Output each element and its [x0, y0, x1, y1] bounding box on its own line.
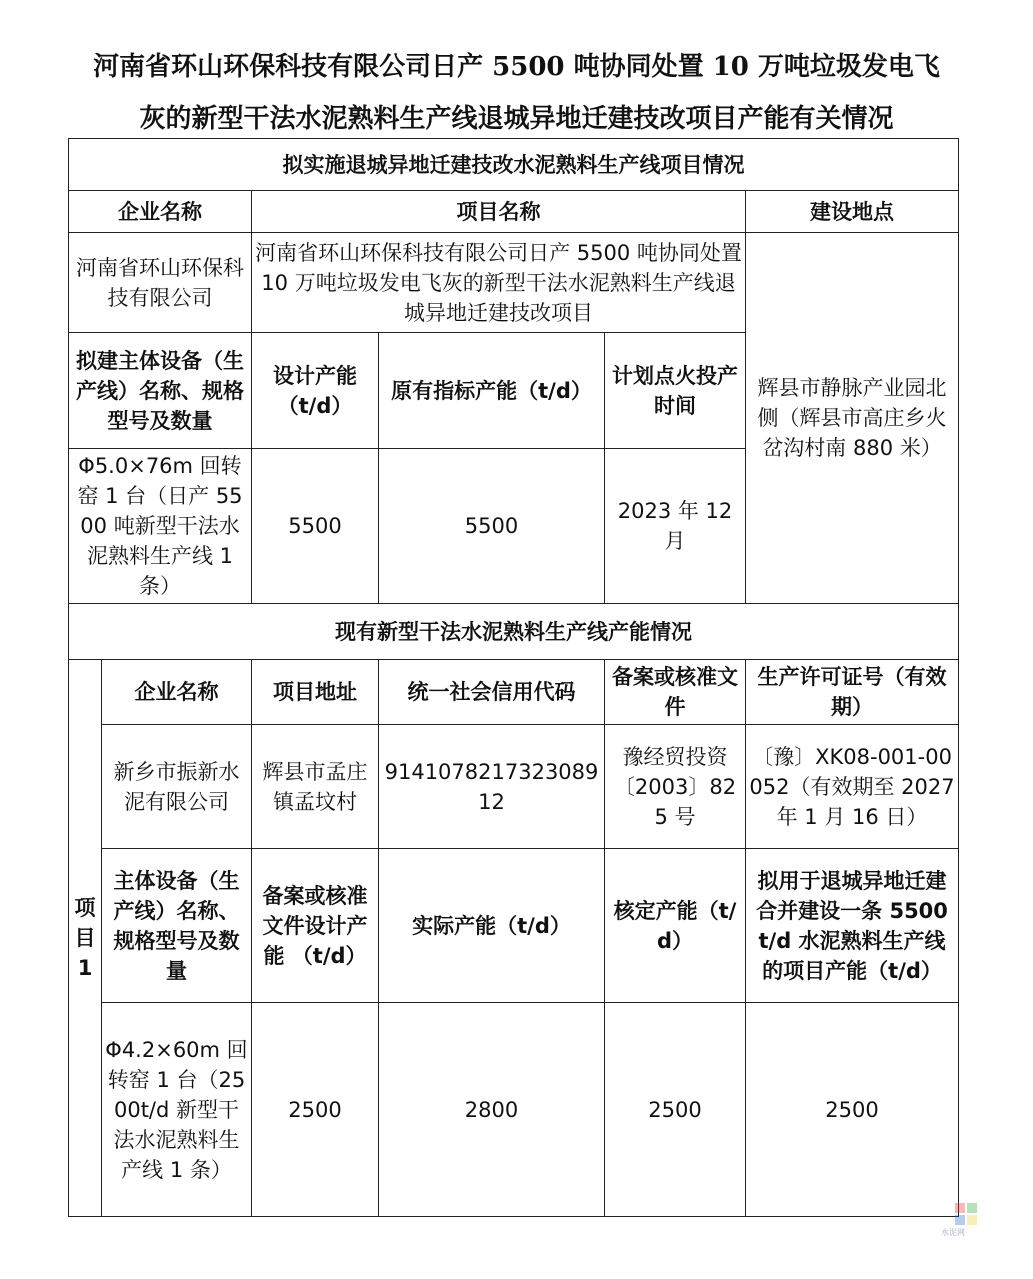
- cell-credit-code: 914107821732308912: [379, 725, 605, 849]
- header-credit-code: 统一社会信用代码: [379, 660, 605, 725]
- header-company-name: 企业名称: [69, 191, 252, 233]
- header-project-name: 项目名称: [252, 191, 746, 233]
- watermark-square: [967, 1203, 977, 1213]
- row-label-project1: 项目1: [69, 660, 102, 1217]
- cell-ignition-time: 2023 年 12 月: [605, 449, 746, 604]
- cell-existing-equipment: Φ4.2×60m 回转窑 1 台（2500t/d 新型干法水泥熟料生产线 1 条）: [102, 1003, 252, 1217]
- header-filing-document: 备案或核准文件: [605, 660, 746, 725]
- cell-project-name: 河南省环山环保科技有限公司日产 5500 吨协同处置 10 万吨垃圾发电飞灰的新型干法水泥熟料生产线退城异地迁建技改项目: [252, 233, 746, 333]
- header-original-capacity: 原有指标产能（t/d）: [379, 333, 605, 449]
- header-location: 建设地点: [746, 191, 959, 233]
- cell-design-capacity: 5500: [252, 449, 379, 604]
- cell-filing-design-capacity: 2500: [252, 1003, 379, 1217]
- capacity-table: [68, 138, 959, 1217]
- cell-actual-capacity: 2800: [379, 1003, 605, 1217]
- watermark-logo: [935, 1197, 1005, 1239]
- watermark-square: [955, 1215, 965, 1225]
- header-used-capacity: 拟用于退城异地迁建合并建设一条 5500t/d 水泥熟料生产线的项目产能（t/d）: [746, 849, 959, 1003]
- watermark-label: 水泥网: [941, 1228, 965, 1237]
- cell-location: 辉县市静脉产业园北侧（辉县市高庄乡火岔沟村南 880 米）: [746, 233, 959, 604]
- cell-filing-document: 豫经贸投资〔2003〕825 号: [605, 725, 746, 849]
- cell-license: 〔豫〕XK08-001-00052（有效期至 2027 年 1 月 16 日）: [746, 725, 959, 849]
- header-existing-equipment: 主体设备（生产线）名称、规格型号及数量: [102, 849, 252, 1003]
- header-ignition-time: 计划点火投产时间: [605, 333, 746, 449]
- header-existing-company: 企业名称: [102, 660, 252, 725]
- header-license: 生产许可证号（有效期）: [746, 660, 959, 725]
- header-approved-capacity: 核定产能（t/d）: [605, 849, 746, 1003]
- header-actual-capacity: 实际产能（t/d）: [379, 849, 605, 1003]
- document-title-line2: 灰的新型干法水泥熟料生产线退城异地迁建技改项目产能有关情况: [139, 104, 894, 134]
- watermark-square: [955, 1203, 965, 1213]
- section1-heading: 拟实施退城异地迁建技改水泥熟料生产线项目情况: [69, 139, 959, 191]
- watermark-square: [967, 1215, 977, 1225]
- cell-planned-equipment: Φ5.0×76m 回转窑 1 台（日产 5500 吨新型干法水泥熟料生产线 1 条）: [69, 449, 252, 604]
- header-address: 项目地址: [252, 660, 379, 725]
- cell-used-capacity: 2500: [746, 1003, 959, 1217]
- document-title-line1: 河南省环山环保科技有限公司日产 5500 吨协同处置 10 万吨垃圾发电飞: [93, 52, 940, 82]
- cell-existing-company: 新乡市振新水泥有限公司: [102, 725, 252, 849]
- cell-approved-capacity: 2500: [605, 1003, 746, 1217]
- header-filing-design-capacity: 备案或核准文件设计产能 （t/d）: [252, 849, 379, 1003]
- cell-company-name: 河南省环山环保科技有限公司: [69, 233, 252, 333]
- header-design-capacity: 设计产能（t/d）: [252, 333, 379, 449]
- section2-heading: 现有新型干法水泥熟料生产线产能情况: [69, 604, 959, 660]
- header-planned-equipment: 拟建主体设备（生产线）名称、规格型号及数量: [69, 333, 252, 449]
- cell-address: 辉县市孟庄镇孟坟村: [252, 725, 379, 849]
- cell-original-capacity: 5500: [379, 449, 605, 604]
